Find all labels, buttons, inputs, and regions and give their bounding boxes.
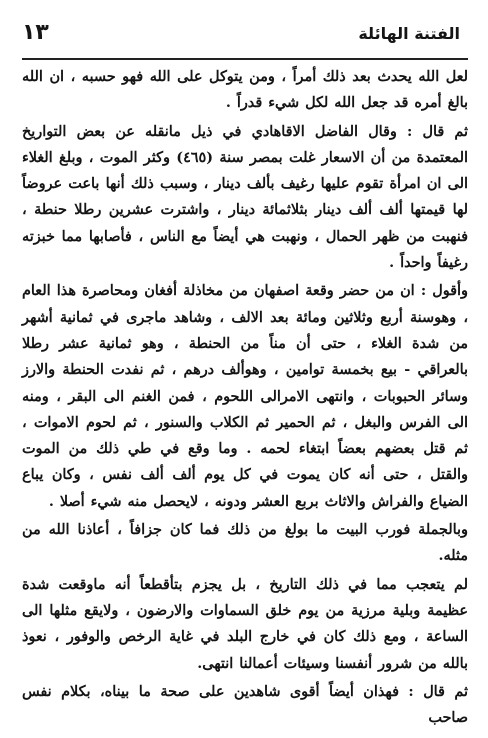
paragraph-5: لم يتعجب مما في ذلك التاريخ ، بل يجزم بتأقطعاً أنه ماوقعت شدة عظيمة وبلية مرزية من يوم خلق السماوات والارضون ، ولايقع مثلها الى الساعة ، ومع ذلك كان في خارج البلد في غاية الرخص والوفور ، نعوذ بالله من شرور أنفسنا وسيئات أعمالنا انتهى.	[22, 575, 468, 672]
page-number: ١٣	[22, 20, 49, 45]
page-header	[22, 22, 468, 56]
running-title: الفتنة الهائلة	[358, 24, 460, 43]
paragraph-3: وأقول : ان من حضر وقعة اصفهان من مخاذلة أفغان ومحاصرة هذا العام ، وهوسنة أربع وثلاثين ومائة بعد الالف ، وشاهد ماجرى في ثمانية أشهر من شدة الغلاء ، حتى أن مناً من الحنطة ، وهو ثمانية عشر رطلا بالعراقي - بيع بخمسة توامين ، وهوألف درهم ، ثم نفدت الحنطة والارز وسائر الحبوبات ، وانتهى الامرالى اللحوم ، فمن الغنم الى البقر ، ومنه الى الفرس والبغل ، ثم الحمير ثم الكلاب والسنور ، ثم لحوم الاموات ، ثم قتل بعضهم بعضاً ابتغاء لحمه . وما وقع في طي ذلك من الموت والقتل ، حتى أنه كان يموت في كل يوم ألف ألف نفس ، وكان يباع الضياع والفراش والاثاث بربع العشر ودونه ، لايحصل منه شيء أصلا .	[22, 282, 468, 510]
page-body	[22, 64, 468, 730]
header-rule	[22, 58, 468, 60]
paragraph-4: وبالجملة فورب البيت ما بولغ من ذلك فما كان جزافاً ، أعاذنا الله من مثله.	[22, 521, 468, 565]
paragraph-2: ثم قال : وقال الفاضل الاقاهادي في ذيل مانقله عن بعض التواريخ المعتمدة من أن الاسعار غلت بمصر سنة (٤٦٥) وكثر الموت ، وبلغ الغلاء الى ان امرأة تقوم عليها رغيف بألف دينار ، وسبب ذلك أنها باعت عروضاً لها قيمتها ألف ألف دينار بثلاثمائة دينار ، واشترت عشرين رطلا حنطة ، فنهبت من ظهر الحمال ، ونهبت هي أيضاً مع الناس ، فأصابها مما خبزته رغيفاً واحداً .	[22, 122, 469, 272]
paragraph-1: لعل الله يحدث بعد ذلك أمراً ، ومن يتوكل على الله فهو حسبه ، ان الله بالغ أمره قد جعل الله لكل شيء قدراً .	[22, 68, 468, 112]
paragraph-6: ثم قال : فهذان أيضاً أقوى شاهدين على صحة ما بيناه، بكلام نفس صاحب	[22, 682, 468, 727]
